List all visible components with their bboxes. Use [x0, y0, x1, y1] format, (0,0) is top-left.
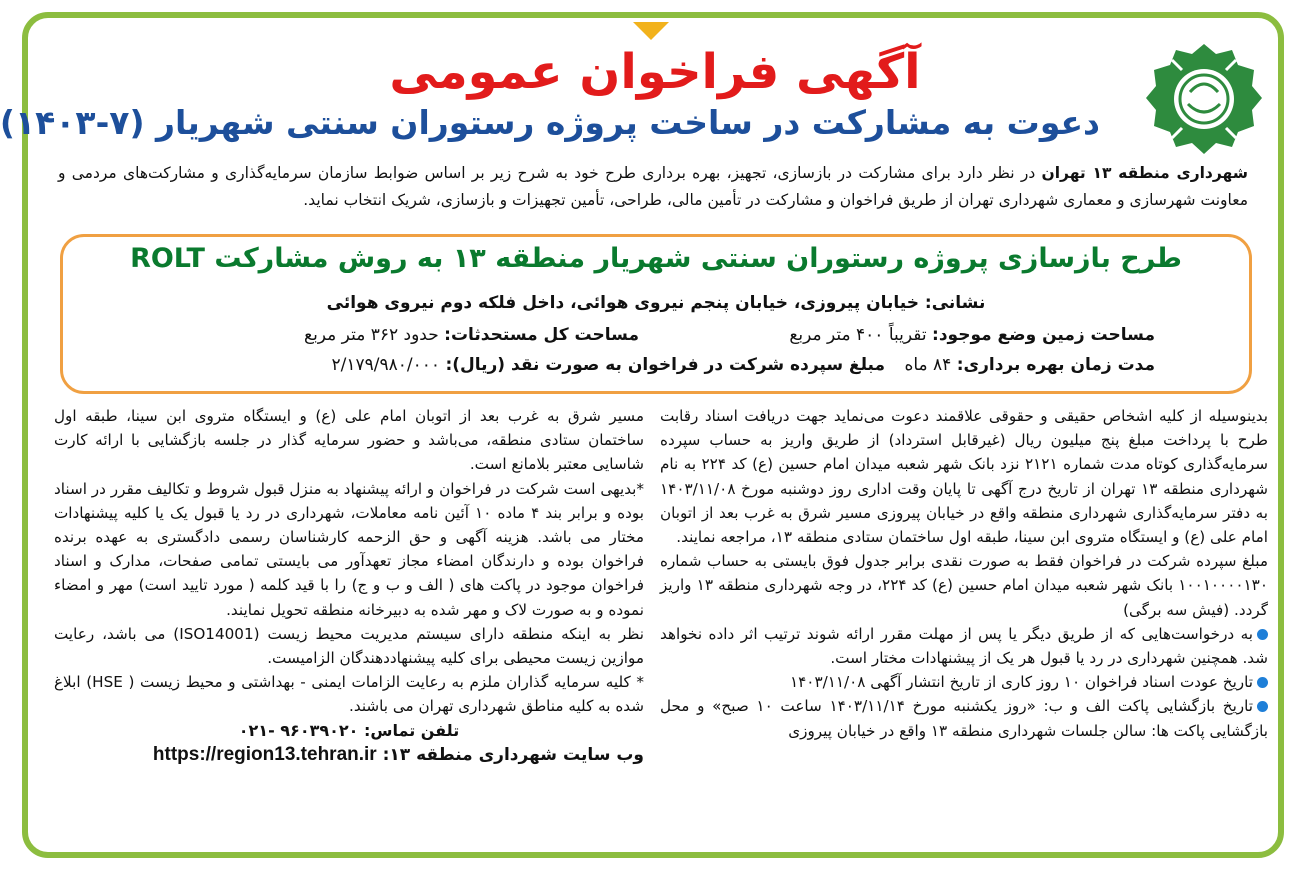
project-address — [63, 293, 1249, 313]
website-line — [54, 743, 644, 767]
building-area-label: مساحت کل مستحدثات: — [444, 325, 639, 345]
tehran-municipality-logo — [1142, 40, 1266, 158]
body-left-column — [54, 404, 644, 767]
website-label: وب سایت شهرداری منطقه ۱۳: — [376, 744, 644, 765]
bullet-text: به درخواست‌هایی که از طریق دیگر یا پس از مهلت مقرر ارائه شوند ترتیب اثر داده نخواهد شد. همچنین شهرداری در رد یا قبول هر یک از پیشنهادات مختار است. — [660, 624, 1268, 668]
body-right-column — [660, 404, 1268, 743]
land-area-value: تقریباً ۴۰۰ متر مربع — [789, 325, 933, 345]
invitation-paragraph: بدینوسیله از کلیه اشخاص حقیقی و حقوقی علاقمند دعوت می‌نماید جهت دریافت اسناد رقابت طرح با پرداخت مبلغ پنج میلیون ریال (غیرقابل استرداد) از طریق واریز به حساب سپرده سرمایه‌گذاری کوتاه مدت شماره ۲۱۲۱ نزد بانک شهر شعبه میدان امام حسین (ع) کد ۲۲۴ به نام شهرداری منطقه ۱۳ تهران از تاریخ درج آگهی تا پایان وقت اداری روز دوشنبه مورخ ۱۴۰۳/۱۱/۰۸ به دفتر سرمایه‌گذاری شهرداری منطقه واقع در خیابان پیروزی مسیر شرق به غرب بعد از اتوبان امام علی (ع) و ایستگاه متروی ابن سینا، طبقه اول ساختمان ستادی منطقه ۱۳، مراجعه نمایند. — [660, 407, 1268, 547]
land-area — [789, 325, 1155, 345]
bullet-late-requests — [660, 622, 1268, 670]
intro-paragraph — [58, 160, 1248, 214]
bullet-text: تاریخ بازگشایی پاکت الف و ب: «روز یکشنبه مورخ ۱۴۰۳/۱۱/۱۴ ساعت ۱۰ صبح» و محل بازگشایی پاکت ها: سالن جلسات شهرداری منطقه ۱۳ واقع در خیابان پیروزی — [660, 697, 1268, 740]
intro-org: شهرداری منطقه ۱۳ تهران — [1041, 164, 1249, 182]
intro-text: در نظر دارد برای مشارکت در بازسازی، تجهیز، بهره برداری طرح خود به شرح زیر بر اساس ضوابط سازمان سرمایه‌گذاری و مشارکت‌های مردمی و معاونت شهرسازی و معماری شهرداری تهران از طریق فراخوان و مشارکت در تأمین مالی، طراحی، تأمین تجهیزات و بازسازی، شریک انتخاب نماید. — [58, 164, 1248, 209]
project-info-box — [60, 234, 1252, 394]
notice-subtitle: دعوت به مشارکت در ساخت پروژه رستوران سنتی شهریار (۷-۱۴۰۳) — [0, 103, 1100, 142]
deposit-label: مبلغ سپرده شرکت در فراخوان به صورت نقد (ریال): — [445, 355, 885, 375]
iso-paragraph: نظر به اینکه منطقه دارای سیستم مدیریت محیط زیست (ISO14001) می باشد، رعایت موازین زیست محیطی برای کلیه پیشنهاددهندگان الزامیست. — [54, 624, 644, 668]
contact-phone: تلفن تماس: ۹۶۰۳۹۰۲۰ -۰۲۱ — [238, 720, 460, 740]
location-continued-paragraph: مسیر شرق به غرب بعد از اتوبان امام علی (ع) و ایستگاه متروی ابن سینا، طبقه اول ساختمان ستادی منطقه، می‌باشد و حضور سرمایه گذار در جلسه بازگشایی با ارائه کارت شاسایی معتبر بلامانع است. — [54, 407, 644, 474]
bullet-icon — [1257, 629, 1268, 640]
bullet-text: تاریخ عودت اسناد فراخوان ۱۰ روز کاری از تاریخ انتشار آگهی ۱۴۰۳/۱۱/۰۸ — [789, 673, 1253, 692]
terms-paragraph: *بدیهی است شرکت در فراخوان و ارائه پیشنهاد به منزل قبول شروط و تکالیف مقرر در اسناد بوده و برابر بند ۴ ماده ۱۰ آئین نامه معاملات، شهرداری در رد یا قبول یک یا کلیه پیشنهادات مختار می باشد. هزینه آگهی و حق الزحمه کارشناسان رسمی دادگستری به عهده برنده فراخوان بوده و دارندگان امضاء مجاز تعهدآور می بایستی تمامی صفحات، مدارک و اسناد فراخوان موجود در پاکت های ( الف و ب و ج) را با قید کلمه ( مورد تایید است) مهر و امضاء نموده و به صورت لاک و مهر شده به دبیرخانه منطقه تحویل نمایند. — [54, 479, 645, 619]
address-value: خیابان پیروزی، خیابان پنجم نیروی هوائی، داخل فلکه دوم نیروی هوائی — [326, 293, 925, 313]
bullet-icon — [1257, 677, 1268, 688]
top-notch-decoration — [633, 22, 669, 40]
deposit-amount — [332, 355, 885, 375]
hse-paragraph: * کلیه سرمایه گذاران ملزم به رعایت الزامات ایمنی - بهداشتی و محیط زیست ( HSE) ابلاغ شده به کلیه مناطق شهرداری تهران می باشند. — [54, 673, 645, 716]
duration-label: مدت زمان بهره برداری: — [956, 355, 1155, 375]
bullet-opening-date — [660, 694, 1268, 742]
deposit-paragraph: مبلغ سپرده شرکت در فراخوان فقط به صورت نقدی برابر جدول فوق بایستی به حساب شماره ۱۰۰۱۰۰۰۰۱۳۰ بانک شهر شعبه میدان امام حسین (ع) کد ۲۲۴، در وجه شهرداری منطقه ۱۳ واریز گردد. (فیش سه برگی) — [660, 552, 1268, 619]
building-area — [304, 325, 639, 345]
duration-value: ۸۴ ماه — [904, 355, 957, 375]
notice-title: آگهی فراخوان عمومی — [389, 44, 921, 100]
address-label: نشانی: — [924, 293, 986, 313]
operation-duration — [904, 355, 1155, 375]
land-area-label: مساحت زمین وضع موجود: — [932, 325, 1155, 345]
bullet-return-date — [660, 670, 1268, 694]
website-link[interactable]: https://region13.tehran.ir — [152, 743, 377, 765]
deposit-value: ۲/۱۷۹/۹۸۰/۰۰۰ — [331, 355, 446, 375]
building-area-value: حدود ۳۶۲ متر مربع — [304, 325, 445, 345]
bullet-icon — [1257, 701, 1268, 712]
project-title: طرح بازسازی پروژه رستوران سنتی شهریار منطقه ۱۳ به روش مشارکت ROLT — [130, 243, 1182, 274]
